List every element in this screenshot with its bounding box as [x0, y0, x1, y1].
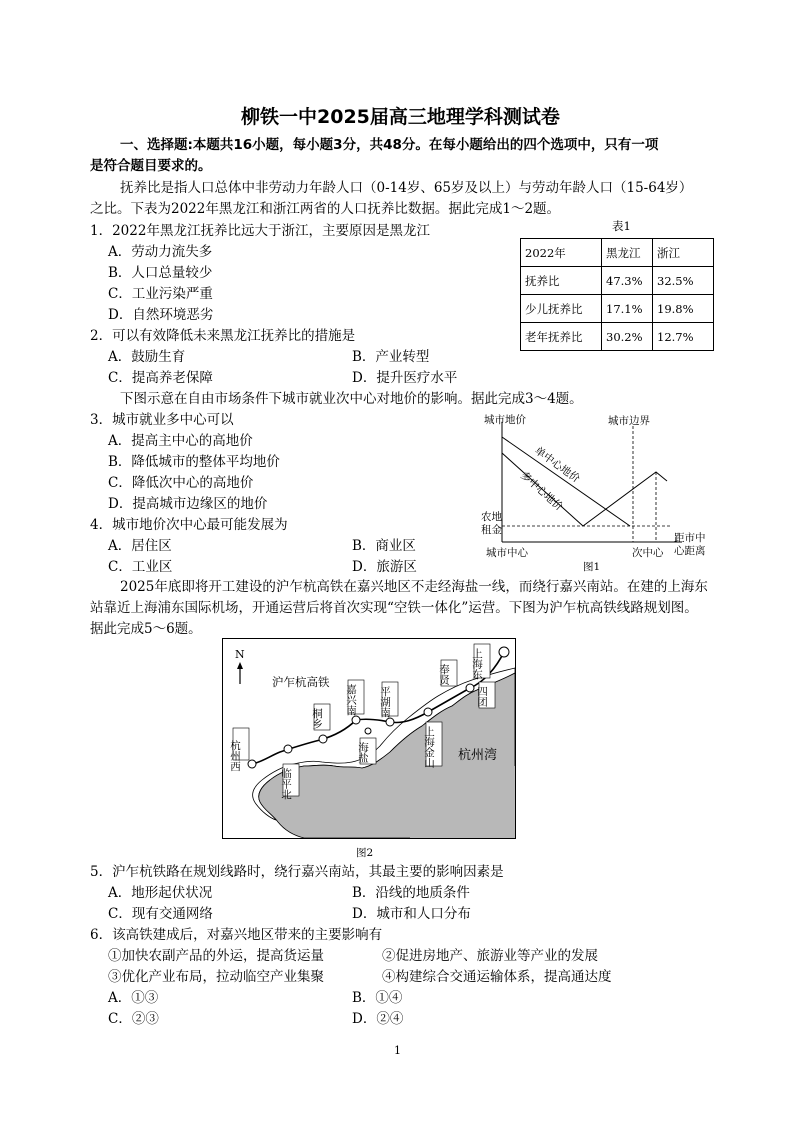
question-2-option-a: A．鼓励生育 [108, 349, 186, 365]
multi-center-label: 多中心地价 [517, 469, 566, 514]
intro-2: 下图示意在自由市场条件下城市就业次中心对地价的影响。据此完成3～4题。 [120, 391, 583, 407]
figure-2-railway-map [222, 638, 518, 860]
intro-3-line3: 据此完成5～6题。 [90, 621, 202, 637]
y-axis-label: 城市地价 [484, 414, 526, 426]
question-5-option-b: B．沿线的地质条件 [352, 885, 470, 901]
section-heading-line2: 是符合题目要求的。 [90, 158, 212, 174]
table-1 [520, 238, 714, 351]
station-pinghu-south-icon [386, 718, 394, 726]
origin-label: 城市中心 [486, 547, 528, 559]
table-header-cell: 浙江 [653, 239, 714, 267]
figure-2-caption: 图2 [356, 847, 374, 859]
question-5-stem: 5．沪乍杭铁路在规划线路时，绕行嘉兴南站，其最主要的影响因素是 [90, 864, 504, 880]
question-3-option-d: D．提高城市边缘区的地价 [108, 496, 268, 512]
question-6-item-1: ①加快农副产品的外运，提高货运量 [108, 948, 324, 964]
city-boundary-label: 城市边界 [608, 415, 650, 427]
question-5-option-a: A．地形起伏状况 [108, 885, 213, 901]
intro-3-line2: 站靠近上海浦东国际机场，开通运营后将首次实现“空铁一体化”运营。下图为沪乍杭高铁线路规划图。 [90, 600, 698, 616]
table-cell: 17.1% [602, 295, 653, 323]
bay-fill [410, 766, 515, 838]
question-1-option-c: C．工业污染严重 [108, 286, 213, 302]
north-label: N [235, 648, 245, 661]
question-3-stem: 3．城市就业多中心可以 [90, 412, 234, 428]
question-3-option-a: A．提高主中心的高地价 [108, 433, 253, 449]
intro-1-line2: 之比。下表为2022年黑龙江和浙江两省的人口抚养比数据。据此完成1～2题。 [90, 201, 561, 217]
question-4-stem: 4．城市地价次中心最可能发展为 [90, 517, 288, 533]
farm-rent-label-2: 租金 [481, 524, 502, 536]
table-row [521, 239, 714, 267]
station-fengxian-icon [466, 684, 474, 692]
question-6-option-c: C．②③ [108, 1011, 159, 1027]
table-cell: 32.5% [653, 267, 714, 295]
x-axis-label-1: 距市中 [674, 532, 706, 544]
table-cell: 抚养比 [521, 267, 602, 295]
table-row [521, 267, 714, 295]
station-tongxiang-icon [319, 735, 327, 743]
sub-center-label: 次中心 [632, 547, 664, 559]
question-2-option-b: B．产业转型 [352, 349, 430, 365]
question-6-option-d: D．②④ [352, 1011, 404, 1027]
question-6-item-3: ③优化产业布局，拉动临空产业集聚 [108, 969, 324, 985]
table-cell: 老年抚养比 [521, 323, 602, 351]
page-title: 柳铁一中2025届高三地理学科测试卷 [241, 106, 560, 128]
table-cell: 47.3% [602, 267, 653, 295]
question-4-option-c: C．工业区 [108, 559, 173, 575]
single-center-label: 单中心地价 [532, 444, 582, 486]
intro-1-line1: 抚养比是指人口总体中非劳动力年龄人口（0-14岁、65岁及以上）与劳动年龄人口（15-64岁） [120, 180, 693, 196]
question-4-option-b: B．商业区 [352, 538, 416, 554]
question-6-item-4: ④构建综合交通运输体系，提高通达度 [382, 969, 612, 985]
table-1-caption: 表1 [612, 219, 631, 233]
single-center-price-line [502, 437, 630, 526]
station-linping-north-icon [284, 745, 292, 753]
sub-center-price-line [583, 472, 667, 526]
station-jiaxing-south-icon [352, 716, 360, 724]
question-1-option-a: A．劳动力流失多 [108, 244, 213, 260]
station-label-pinghu-south: 平湖南 [379, 686, 391, 718]
hangzhou-bay-label: 杭州湾 [458, 748, 498, 763]
question-3-option-b: B．降低城市的整体平均地价 [108, 454, 280, 470]
station-label-shanghai-east: 上海东 [471, 648, 483, 680]
figure-1-land-price [470, 410, 720, 578]
station-hangzhou-west-icon [248, 760, 256, 768]
question-6-stem: 6．该高铁建成后，对嘉兴地区带来的主要影响有 [90, 927, 383, 943]
question-2-option-d: D．提升医疗水平 [352, 370, 458, 386]
section-heading-line1: 一、选择题:本题共16小题，每小题3分，共48分。在每小题给出的四个选项中，只有一项 [120, 137, 659, 153]
table-header-cell: 黑龙江 [602, 239, 653, 267]
intro-3-line1: 2025年底即将开工建设的沪乍杭高铁在嘉兴地区不走经海盐一线，而绕行嘉兴南站。在建的上海东 [120, 579, 708, 595]
table-cell: 30.2% [602, 323, 653, 351]
station-label-linping-north: 临平北 [280, 768, 292, 800]
table-cell: 12.7% [653, 323, 714, 351]
table-row [521, 323, 714, 351]
station-shanghai-east-icon [499, 647, 509, 657]
table-header-cell: 2022年 [521, 239, 602, 267]
question-6-item-2: ②促进房地产、旅游业等产业的发展 [382, 948, 598, 964]
question-6-option-a: A．①③ [108, 990, 159, 1006]
station-jinshan-icon [424, 708, 432, 716]
station-label-jinshan: 上海金山 [423, 726, 435, 768]
x-axis-label-2: 心距离 [674, 545, 706, 557]
question-1-option-d: D．自然环境恶劣 [108, 307, 214, 323]
station-label-fengxian: 奉贤 [438, 664, 450, 685]
station-haiyan-icon [365, 728, 371, 734]
station-label-tongxiang: 桐乡 [311, 708, 323, 729]
question-2-option-c: C．提高养老保障 [108, 370, 213, 386]
question-1-option-b: B．人口总量较少 [108, 265, 213, 281]
table-cell: 19.8% [653, 295, 714, 323]
page-number: 1 [394, 1044, 401, 1057]
station-label-situan: 四团 [476, 686, 488, 707]
question-4-option-a: A．居住区 [108, 538, 172, 554]
station-label-hangzhou-west: 杭州西 [229, 740, 241, 772]
farm-rent-label-1: 农地 [481, 511, 502, 523]
question-6-option-b: B．①④ [352, 990, 403, 1006]
question-1-stem: 1．2022年黑龙江抚养比远大于浙江，主要原因是黑龙江 [90, 223, 430, 239]
station-label-jiaxing-south: 嘉兴南 [345, 684, 357, 716]
table-row [521, 295, 714, 323]
question-4-option-d: D．旅游区 [352, 559, 417, 575]
question-3-option-c: C．降低次中心的高地价 [108, 475, 254, 491]
question-2-stem: 2．可以有效降低未来黑龙江抚养比的措施是 [90, 328, 356, 344]
question-5-option-d: D．城市和人口分布 [352, 906, 471, 922]
figure-1-caption: 图1 [583, 561, 601, 573]
table-cell: 少儿抚养比 [521, 295, 602, 323]
question-5-option-c: C．现有交通网络 [108, 906, 213, 922]
station-label-haiyan: 海盐 [357, 742, 369, 763]
railway-name-label: 沪乍杭高铁 [272, 675, 330, 689]
